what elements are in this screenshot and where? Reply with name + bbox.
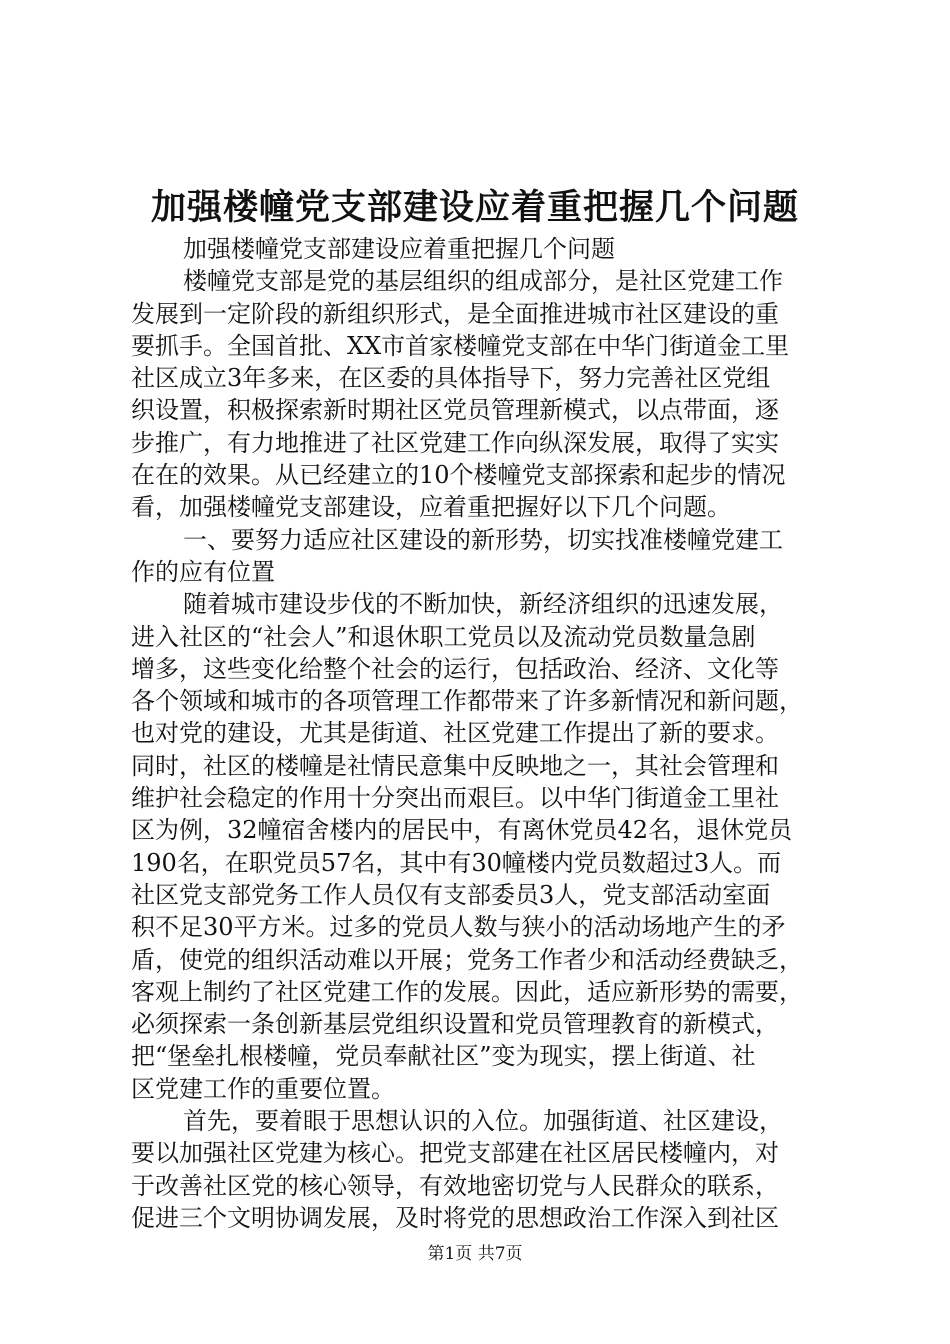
- document-title: 加强楼幢党支部建设应着重把握几个问题: [150, 187, 799, 228]
- body-line: 区党建工作的重要位置。: [131, 1074, 395, 1103]
- body-line: 也对党的建设，尤其是街道、社区党建工作提出了新的要求。: [131, 719, 779, 748]
- body-line: 积不足30平方米。过多的党员人数与狭小的活动场地产生的矛: [131, 913, 786, 942]
- body-line: 促进三个文明协调发展，及时将党的思想政治工作深入到社区: [131, 1203, 779, 1232]
- body-line: 社区成立3年多来，在区委的具体指导下，努力完善社区党组: [131, 364, 771, 393]
- body-line: 看，加强楼幢党支部建设，应着重把握好以下几个问题。: [131, 493, 731, 522]
- section-heading-line: 作的应有位置: [131, 557, 275, 586]
- body-line: 在在的效果。从已经建立的10个楼幢党支部探索和起步的情况: [131, 461, 786, 490]
- body-line: 发展到一定阶段的新组织形式，是全面推进城市社区建设的重: [131, 299, 779, 328]
- body-line: 楼幢党支部是党的基层组织的组成部分，是社区党建工作: [183, 267, 783, 296]
- body-line: 增多，这些变化给整个社会的运行，包括政治、经济、文化等: [131, 654, 779, 683]
- section-heading-line: 一、要努力适应社区建设的新形势，切实找准楼幢党建工: [183, 525, 783, 554]
- document-body: [131, 233, 825, 1234]
- body-line: 随着城市建设步伐的不断加快，新经济组织的迅速发展，: [183, 590, 783, 619]
- body-line: 要以加强社区党建为核心。把党支部建在社区居民楼幢内，对: [131, 1139, 779, 1168]
- body-line: 首先，要着眼于思想认识的入位。加强街道、社区建设，: [183, 1107, 783, 1136]
- body-line: 盾，使党的组织活动难以开展；党务工作者少和活动经费缺乏，: [131, 945, 803, 974]
- body-line: 各个领域和城市的各项管理工作都带来了许多新情况和新问题，: [131, 687, 803, 716]
- page-number-footer: 第1页 共7页: [427, 1244, 523, 1264]
- body-line: 客观上制约了社区党建工作的发展。因此，适应新形势的需要，: [131, 977, 803, 1006]
- body-line: 社区党支部党务工作人员仅有支部委员3人，党支部活动室面: [131, 880, 771, 909]
- body-line: 织设置，积极探索新时期社区党员管理新模式，以点带面，逐: [131, 396, 779, 425]
- body-line: 步推广，有力地推进了社区党建工作向纵深发展，取得了实实: [131, 428, 779, 457]
- body-line: 要抓手。全国首批、XX市首家楼幢党支部在中华门街道金工里: [131, 331, 790, 360]
- body-line: 同时，社区的楼幢是社情民意集中反映地之一，其社会管理和: [131, 751, 779, 780]
- body-line: 区为例，32幢宿舍楼内的居民中，有离休党员42名，退休党员: [131, 816, 793, 845]
- body-line: 维护社会稳定的作用十分突出而艰巨。以中华门街道金工里社: [131, 784, 779, 813]
- body-line: 加强楼幢党支部建设应着重把握几个问题: [183, 235, 615, 263]
- body-line: 进入社区的“社会人”和退休职工党员以及流动党员数量急剧: [131, 622, 756, 651]
- body-line: 190名，在职党员57名，其中有30幢楼内党员数超过3人。而: [131, 848, 782, 877]
- body-line: 把“堡垒扎根楼幢，党员奉献社区”变为现实，摆上街道、社: [131, 1042, 756, 1071]
- body-line: 于改善社区党的核心领导，有效地密切党与人民群众的联系，: [131, 1171, 779, 1200]
- body-line: 必须探索一条创新基层党组织设置和党员管理教育的新模式，: [131, 1010, 779, 1039]
